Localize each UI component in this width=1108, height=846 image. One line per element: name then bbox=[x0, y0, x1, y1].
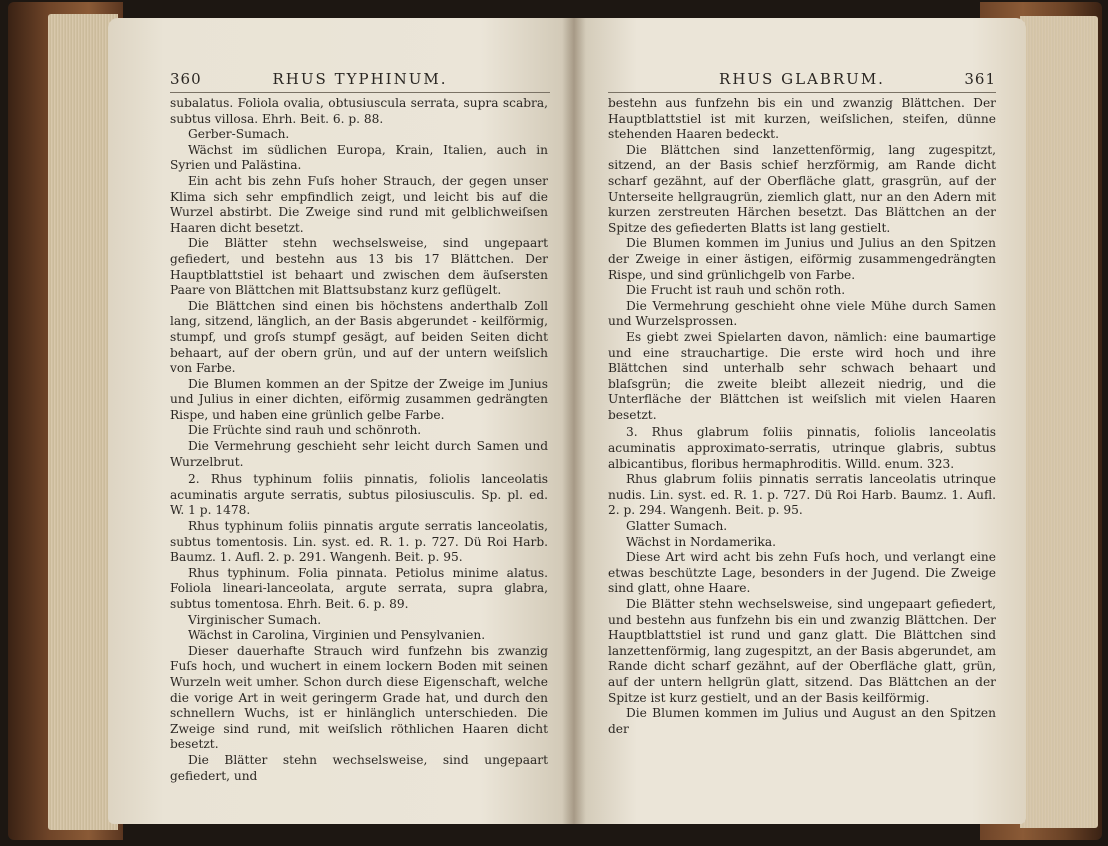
paragraph: Die Blätter stehn wechselsweise, sind ungepaart gefiedert, und bestehn aus funfzehn bis ein und zwanzig Blättchen. Der Hauptblattstiel ist rund und ganz glatt. Die Blättchen sind lanzettenförmig, lang zugespitzt, an der Basis abgerundet, am Rande dicht scharf gezähnt, auf der Oberfläche glatt, grün, auf der untern hellgrün glatt, sitzend. Das Blättchen an der Spitze ist kurz gestielt, und an der Basis keilförmig. bbox=[608, 597, 996, 705]
paragraph: Die Vermehrung geschieht ohne viele Mühe durch Samen und Wurzelsprossen. bbox=[608, 298, 996, 329]
paragraph: subalatus. Foliola ovalia, obtusiuscula serrata, supra scabra, subtus villosa. Ehrh. Beit. 6. p. 88. bbox=[170, 96, 548, 126]
paragraph: Die Vermehrung geschieht sehr leicht durch Samen und Wurzelbrut. bbox=[170, 439, 548, 469]
paragraph: Wächst in Nordamerika. bbox=[626, 534, 776, 549]
paragraph: Diese Art wird acht bis zehn Fuſs hoch, und verlangt eine etwas beschützte Lage, besonders in der Jugend. Die Zweige sind glatt, ohne Haare. bbox=[608, 550, 996, 596]
paragraph: Rhus typhinum foliis pinnatis argute serratis lanceolatis, subtus tomentosis. Lin. syst. ed. R. 1. p. 727. Dü Roi Harb. Baumz. 1. Aufl. 2. p. 291. Wangenh. Beit. p. 95. bbox=[170, 519, 548, 565]
left-running-head: RHUS TYPHINUM. bbox=[272, 70, 448, 88]
paragraph: Ein acht bis zehn Fuſs hoher Strauch, der gegen unser Klima sich sehr empfindlich zeigt, und leicht bis auf die Wurzel abstirbt. Die Zweige sind rund mit gelblichweiſsen Haaren dicht besetzt. bbox=[170, 173, 548, 235]
paragraph: Glatter Sumach. bbox=[626, 519, 728, 534]
paragraph: Die Blätter stehn wechselsweise, sind ungepaart gefiedert, und bbox=[170, 752, 548, 783]
paragraph: Es giebt zwei Spielarten davon, nämlich: eine baumartige und eine strauchartige. Die erste wird hoch und ihre Blättchen sind unterhalb sehr schwach behaart und blaſsgrün; die zweite bleibt allezeit niedrig, und die Unterfläche der Blättchen ist weiſslich mit vielen Haaren besetzt. bbox=[608, 329, 996, 422]
paragraph: bestehn aus funfzehn bis ein und zwanzig Blättchen. Der Hauptblattstiel ist mit kurzen, weiſslichen, steifen, dünne stehenden Haaren bedeckt. bbox=[608, 96, 996, 142]
paragraph: Virginischer Sumach. bbox=[188, 612, 322, 627]
paragraph: Die Blätter stehn wechselsweise, sind ungepaart gefiedert, und bestehn aus 13 bis 17 Blättchen. Der Hauptblattstiel ist behaart und zwischen dem äuſsersten Paare von Blättchen mit Blattsubstanz kurz geflügelt. bbox=[170, 236, 548, 298]
right-running-head: RHUS GLABRUM. bbox=[719, 70, 885, 88]
paragraph: Die Blumen kommen an der Spitze der Zweige im Junius und Julius in einer dichten, eiförmig zusammen gedrängten Rispe, und haben eine grünlich gelbe Farbe. bbox=[170, 376, 548, 422]
paragraph: Die Blumen kommen im Junius und Julius an den Spitzen der Zweige in einer ästigen, eiförmig zusammengedrängten Rispe, und sind grünlichgelb von Farbe. bbox=[608, 236, 996, 282]
right-page bbox=[574, 18, 1026, 824]
page-edges-right bbox=[1020, 16, 1098, 828]
paragraph: Die Früchte sind rauh und schönroth. bbox=[188, 423, 422, 438]
book-gutter bbox=[562, 18, 586, 824]
left-page-header bbox=[170, 66, 550, 93]
paragraph: 2. Rhus typhinum foliis pinnatis, foliolis lanceolatis acuminatis argute serratis, subtus pilosiusculis. Sp. pl. ed. W. 1 p. 1478. bbox=[170, 472, 548, 518]
left-page bbox=[108, 18, 574, 824]
paragraph: Die Blättchen sind lanzettenförmig, lang zugespitzt, sitzend, an der Basis schief herzförmig, am Rande dicht scharf gezähnt, auf der Oberfläche glatt, grasgrün, auf der Unterseite hellgraugrün, ziemlich glatt, nur an den Adern mit kurzen zerstreuten Härchen besetzt. Das Blättchen an der Spitze des gefiederten Blatts ist lang gestielt. bbox=[608, 142, 996, 235]
paragraph: Wächst in Carolina, Virginien und Pensylvanien. bbox=[188, 628, 486, 643]
right-page-body bbox=[608, 96, 996, 737]
paragraph: Die Frucht ist rauh und schön roth. bbox=[626, 283, 846, 298]
right-page-number: 361 bbox=[964, 70, 996, 88]
paragraph: Gerber-Sumach. bbox=[188, 127, 290, 142]
paragraph: Rhus typhinum. Folia pinnata. Petiolus minime alatus. Foliola lineari-lanceolata, argute serrata, supra glabra, subtus tomentosa. Ehrh. Beit. 6. p. 89. bbox=[170, 565, 548, 611]
paragraph: 3. Rhus glabrum foliis pinnatis, foliolis lanceolatis acuminatis approximato-serratis, utrinque glabris, subtus albicantibus, floribus hermaphroditis. Willd. enum. 323. bbox=[608, 425, 996, 471]
paragraph: Rhus glabrum foliis pinnatis serratis lanceolatis utrinque nudis. Lin. syst. ed. R. 1. p. 727. Dü Roi Harb. Baumz. 1. Aufl. 2. p. 294. Wangenh. Beit. p. 95. bbox=[608, 472, 996, 518]
paragraph: Die Blättchen sind einen bis höchstens anderthalb Zoll lang, sitzend, länglich, an der Basis abgerundet - keilförmig, stumpf, und groſs stumpf gesägt, auf beiden Seiten dicht behaart, auf der obern grün, und auf der untern weiſslich von Farbe. bbox=[170, 298, 548, 376]
left-page-number: 360 bbox=[170, 70, 202, 88]
left-page-body bbox=[170, 96, 548, 784]
paragraph: Die Blumen kommen im Julius und August an den Spitzen der bbox=[608, 706, 996, 736]
paragraph: Wächst im südlichen Europa, Krain, Italien, auch in Syrien und Palästina. bbox=[170, 142, 548, 173]
paragraph: Dieser dauerhafte Strauch wird funfzehn bis zwanzig Fuſs hoch, und wuchert in einem lockern Boden mit seinen Wurzeln weit umher. Schon durch diese Eigenschaft, welche die vorige Art in weit geringerm Grade hat, und durch den schnellern Wuchs, ist er hinlänglich unterschieden. Die Zweige sind rund, mit weiſslich röthlichen Haaren dicht besetzt. bbox=[170, 643, 548, 752]
right-page-header bbox=[608, 66, 996, 93]
